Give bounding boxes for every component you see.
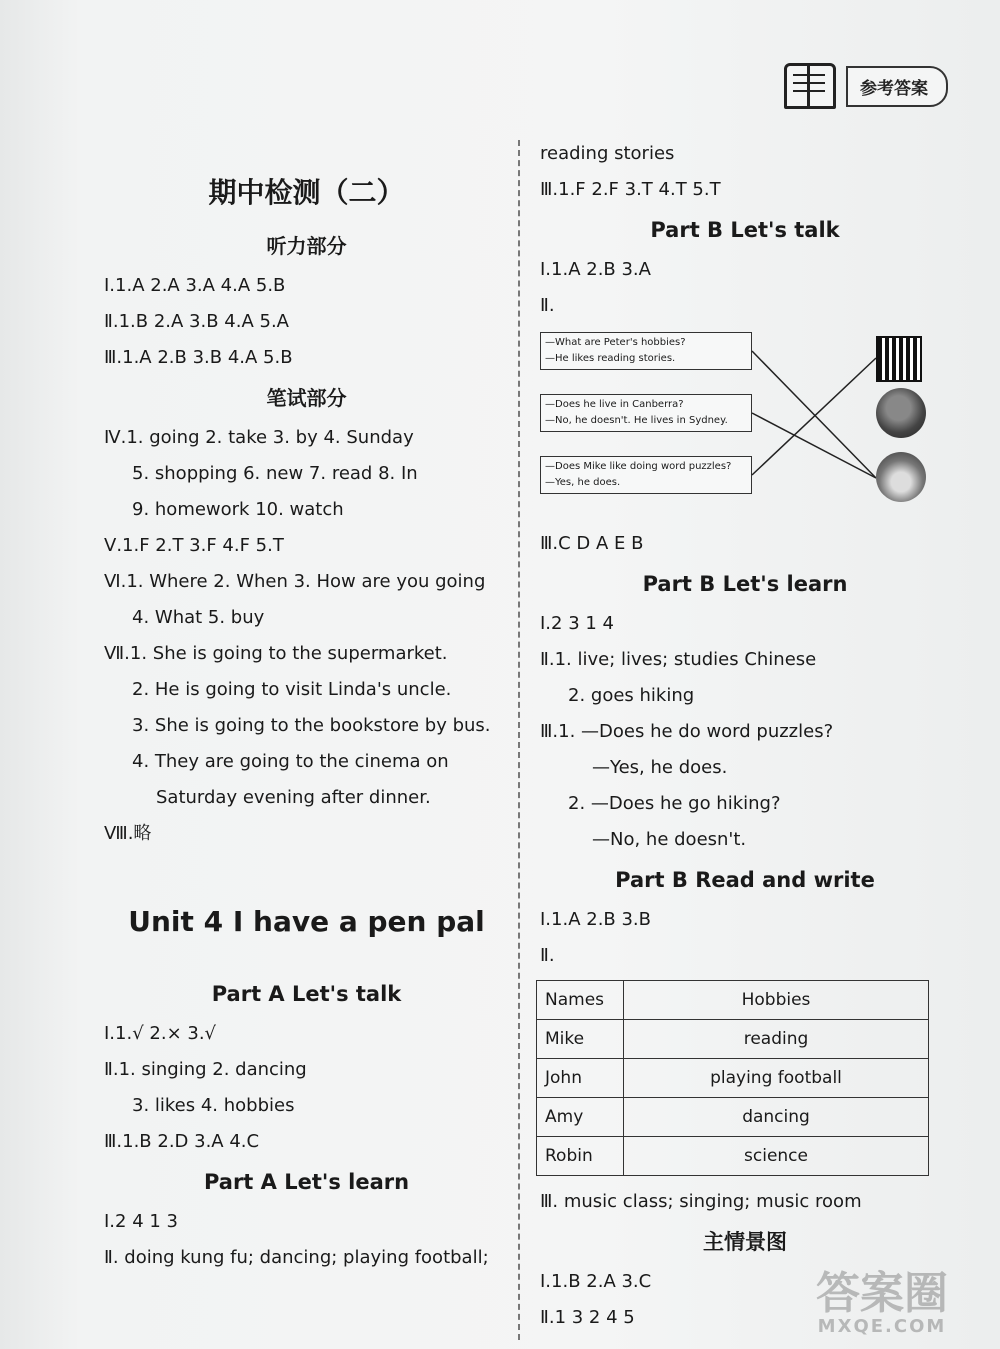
table-row (537, 1137, 929, 1176)
part-b-learn-title: Part B Let's learn (642, 572, 848, 596)
answer-line: Ⅰ.1.√ 2.× 3.√ (104, 1023, 217, 1044)
answer-line: 3. She is going to the bookstore by bus. (132, 715, 491, 736)
watermark-text: 答案圈 (816, 1268, 948, 1319)
answer-line: Ⅳ.1. going 2. take 3. by 4. Sunday (104, 427, 414, 448)
written-title: 笔试部分 (266, 386, 347, 410)
match-answer: —No, he doesn't. He lives in Sydney. (545, 415, 728, 426)
book-icon (784, 63, 836, 109)
table-header-cell: Names (537, 981, 624, 1020)
answer-line: Ⅱ.1.B 2.A 3.B 4.A 5.A (104, 311, 289, 332)
answer-line: —Yes, he does. (592, 757, 728, 778)
answer-line: Ⅲ.1. —Does he do word puzzles? (540, 721, 834, 742)
answer-line: Ⅱ. doing kung fu; dancing; playing football; (104, 1247, 489, 1268)
table-cell: science (624, 1137, 929, 1176)
answer-line: Ⅲ.1.F 2.F 3.T 4.T 5.T (540, 179, 721, 200)
answer-line: Ⅱ.1. live; lives; studies Chinese (540, 649, 817, 670)
match-answer: —Yes, he does. (545, 477, 621, 488)
answer-line: Ⅱ. (540, 295, 555, 316)
answer-line: Ⅱ.1. singing 2. dancing (104, 1059, 307, 1080)
answer-line: 2. —Does he go hiking? (568, 793, 781, 814)
table-cell: Mike (537, 1020, 624, 1059)
matching-exercise (540, 328, 950, 518)
table-row (537, 1059, 929, 1098)
part-a-learn-title: Part A Let's learn (203, 1170, 410, 1194)
answer-line: 2. He is going to visit Linda's uncle. (132, 679, 452, 700)
column-divider (518, 140, 520, 1340)
left-column (104, 168, 509, 1276)
answer-line: 2. goes hiking (568, 685, 695, 706)
match-line (752, 358, 876, 475)
watermark-site: MXQE.COM (817, 1316, 947, 1337)
table-header-row (537, 981, 929, 1020)
table-row (537, 1098, 929, 1137)
part-b-talk-title: Part B Let's talk (650, 218, 840, 242)
answer-line: reading stories (540, 143, 675, 164)
watermark-logo (782, 1268, 982, 1341)
opera-house-icon (876, 452, 926, 502)
table-cell: John (537, 1059, 624, 1098)
answer-line: —No, he doesn't. (592, 829, 747, 850)
answer-line: 4. What 5. buy (132, 607, 265, 628)
match-line (752, 351, 876, 478)
answer-line: Ⅲ.1.A 2.B 3.B 4.A 5.B (104, 347, 293, 368)
hobbies-table (536, 980, 929, 1176)
part-b-rw-title: Part B Read and write (615, 868, 875, 892)
match-answer: —He likes reading stories. (545, 353, 676, 364)
match-question: —What are Peter's hobbies? (545, 337, 686, 348)
answer-line: Saturday evening after dinner. (156, 787, 431, 808)
answer-line: Ⅰ.2 3 1 4 (540, 613, 615, 634)
answer-line: Ⅶ.1. She is going to the supermarket. (104, 643, 448, 664)
answer-line: 9. homework 10. watch (132, 499, 344, 520)
table-row (537, 1020, 929, 1059)
answer-line: 5. shopping 6. new 7. read 8. In (132, 463, 418, 484)
table-cell: dancing (624, 1098, 929, 1137)
answer-line: Ⅲ.1.B 2.D 3.A 4.C (104, 1131, 260, 1152)
table-cell: Robin (537, 1137, 624, 1176)
table-cell: reading (624, 1020, 929, 1059)
answer-line: Ⅱ.1 3 2 4 5 (540, 1307, 635, 1328)
answer-line: 3. likes 4. hobbies (132, 1095, 295, 1116)
answer-line: Ⅰ.1.A 2.B 3.A (540, 259, 651, 280)
header-label: 参考答案 (846, 66, 948, 107)
page-header (784, 60, 948, 112)
qr-code-icon (876, 336, 922, 382)
table-cell: Amy (537, 1098, 624, 1137)
table-header-cell: Hobbies (624, 981, 929, 1020)
answer-line: Ⅰ.1.B 2.A 3.C (540, 1271, 652, 1292)
table-cell: playing football (624, 1059, 929, 1098)
unit-title: Unit 4 I have a pen pal (128, 905, 485, 938)
answer-line: Ⅲ. music class; singing; music room (540, 1191, 862, 1212)
answer-line: Ⅴ.1.F 2.T 3.F 4.F 5.T (104, 535, 284, 556)
answer-line: Ⅷ.略 (104, 823, 152, 844)
listening-title: 听力部分 (266, 234, 347, 258)
match-question: —Does Mike like doing word puzzles? (545, 461, 732, 472)
answer-line: Ⅰ.2 4 1 3 (104, 1211, 179, 1232)
match-line (752, 413, 876, 478)
boy-portrait-icon (876, 388, 926, 438)
right-column (540, 136, 950, 1336)
answer-line: Ⅰ.1.A 2.A 3.A 4.A 5.B (104, 275, 286, 296)
answer-line: Ⅱ. (540, 945, 555, 966)
answer-line: Ⅰ.1.A 2.B 3.B (540, 909, 652, 930)
match-question: —Does he live in Canberra? (545, 399, 684, 410)
answer-line: Ⅵ.1. Where 2. When 3. How are you going (104, 571, 486, 592)
exam-title: 期中检测（二） (208, 176, 405, 209)
answer-line: 4. They are going to the cinema on (132, 751, 449, 772)
scene-title: 主情景图 (703, 1230, 787, 1254)
answer-line: Ⅲ.C D A E B (540, 533, 644, 554)
part-a-talk-title: Part A Let's talk (211, 982, 402, 1006)
